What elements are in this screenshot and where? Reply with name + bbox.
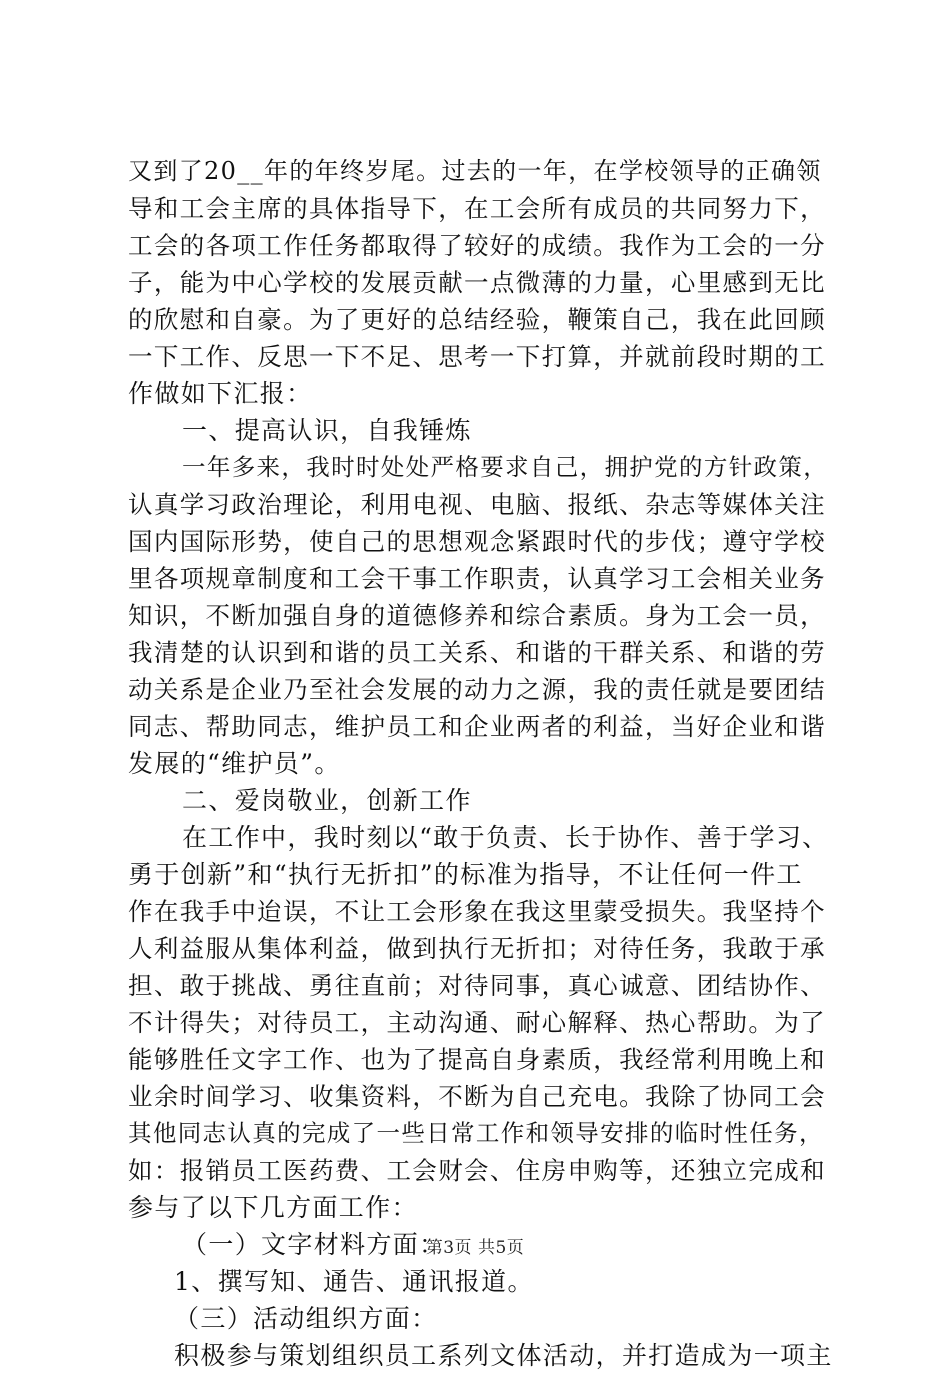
text-line: 如：报销员工医药费、工会财会、住房申购等，还独立完成和 bbox=[128, 1156, 826, 1185]
list-item: 1、撰写知、通告、通讯报道。 bbox=[174, 1267, 534, 1296]
text-line: 担、敢于挑战、勇往直前；对待同事，真心诚意、团结协作、 bbox=[128, 971, 826, 1000]
text-line: 的欣慰和自豪。为了更好的总结经验，鞭策自己，我在此回顾 bbox=[128, 305, 826, 334]
text-line: 导和工会主席的具体指导下，在工会所有成员的共同努力下， bbox=[128, 194, 826, 223]
text-line: 国内国际形势，使自己的思想观念紧跟时代的步伐；遵守学校 bbox=[128, 527, 826, 556]
text-line: 不计得失；对待员工，主动沟通、耐心解释、热心帮助。为了 bbox=[128, 1008, 826, 1037]
document-body bbox=[128, 153, 833, 1374]
text-line: 子，能为中心学校的发展贡献一点微薄的力量，心里感到无比 bbox=[128, 268, 826, 297]
text-line: 其他同志认真的完成了一些日常工作和领导安排的临时性任务， bbox=[128, 1119, 824, 1147]
text-line: 一年多来，我时时处处严格要求自己，拥护党的方针政策， bbox=[182, 453, 829, 481]
text-line: 积极参与策划组织员工系列文体活动，并打造成为一项主 bbox=[174, 1341, 833, 1370]
text-line: 动关系是企业乃至社会发展的动力之源，我的责任就是要团结 bbox=[128, 675, 826, 704]
section-heading: 一、提高认识，自我锤炼 bbox=[182, 416, 472, 445]
subsection-heading: （三）活动组织方面： bbox=[174, 1304, 438, 1333]
text-line: 人利益服从集体利益，做到执行无折扣；对待任务，我敢于承 bbox=[128, 934, 826, 963]
page-number-footer: 第3页 共5页 bbox=[425, 1238, 525, 1258]
text-line: 作在我手中迨误，不让工会形象在我这里蒙受损失。我坚持个 bbox=[128, 897, 826, 926]
text-line: 业余时间学习、收集资料，不断为自己充电。我除了协同工会 bbox=[128, 1082, 826, 1111]
text-line: 在工作中，我时刻以“敢于负责、长于协作、善于学习、 bbox=[182, 823, 829, 852]
text-line: 知识，不断加强自身的道德修养和综合素质。身为工会一员， bbox=[128, 601, 826, 630]
text-line: 里各项规章制度和工会干事工作职责，认真学习工会相关业务 bbox=[128, 564, 826, 593]
text-line: 发展的“维护员”。 bbox=[128, 749, 341, 778]
section-heading: 二、爱岗敬业，创新工作 bbox=[182, 786, 472, 815]
text-line: 参与了以下几方面工作： bbox=[128, 1193, 418, 1222]
text-line: 一下工作、反思一下不足、思考一下打算，并就前段时期的工 bbox=[128, 342, 826, 371]
text-line: 能够胜任文字工作、也为了提高自身素质，我经常利用晚上和 bbox=[128, 1045, 826, 1074]
text-line: 勇于创新”和“执行无折扣”的标准为指导，不让任何一件工 bbox=[128, 860, 803, 889]
text-line: 作做如下汇报： bbox=[128, 379, 313, 408]
text-line: 我清楚的认识到和谐的员工关系、和谐的干群关系、和谐的劳 bbox=[128, 638, 826, 667]
text-line: 同志、帮助同志，维护员工和企业两者的利益，当好企业和谐 bbox=[128, 712, 826, 741]
text-line: 又到了20__年的年终岁尾。过去的一年，在学校领导的正确领 bbox=[128, 157, 822, 185]
text-line: 工会的各项工作任务都取得了较好的成绩。我作为工会的一分 bbox=[128, 231, 826, 260]
subsection-heading: （一）文字材料方面： bbox=[182, 1230, 446, 1259]
text-line: 认真学习政治理论，利用电视、电脑、报纸、杂志等媒体关注 bbox=[128, 490, 826, 519]
